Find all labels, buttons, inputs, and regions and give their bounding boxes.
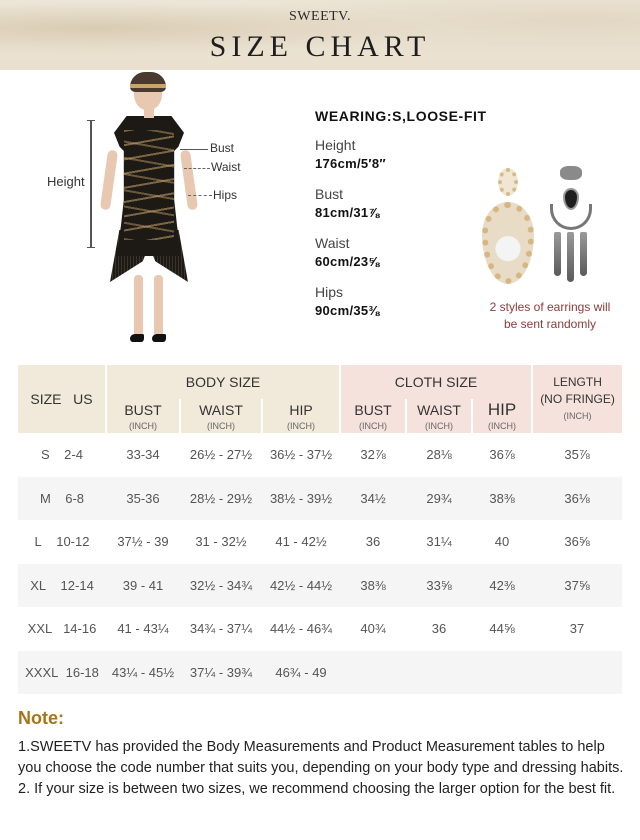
body-bust-cell: 37½ - 39 <box>117 534 169 550</box>
size-cell <box>18 477 106 521</box>
note-item-2: 2. If your size is between two sizes, we recommend choosing the larger option for the best fit. <box>18 781 616 797</box>
unit-label: (INCH) <box>129 421 157 431</box>
length-header-subtitle: (NO FRINGE) <box>540 391 615 406</box>
size-cell <box>18 564 106 608</box>
wearing-title: WEARING:S,LOOSE-FIT <box>315 108 487 124</box>
earring-note-line2: be sent randomly <box>503 317 597 331</box>
cloth-waist-cell: 28⅛ <box>426 447 452 463</box>
size-cell <box>18 520 106 564</box>
column-label: WAIST <box>199 402 243 418</box>
gold-earring-drop <box>482 202 534 284</box>
table-row <box>18 564 622 608</box>
body-hip-cell: 42½ - 44½ <box>262 564 340 608</box>
column-label: HIP <box>487 400 517 419</box>
unit-label: (INCH) <box>287 421 316 431</box>
size-chart-header <box>0 0 640 70</box>
unit-label: (INCH) <box>359 421 388 431</box>
model-shoe-left <box>130 334 144 342</box>
body-hip-cell: 46¾ - 49 <box>262 651 340 695</box>
model-hair <box>130 72 166 92</box>
size-table <box>18 365 622 694</box>
column-label: HIP <box>289 402 313 418</box>
silver-earring-tassel <box>580 232 587 276</box>
body-size-header: BODY SIZE <box>106 365 340 399</box>
dress-sequin-pattern <box>124 130 174 240</box>
cloth-waist-cell: 36 <box>431 621 447 637</box>
size-letter: M <box>39 490 51 506</box>
column-label: BUST <box>354 402 392 418</box>
length-cell: 37⅝ <box>532 564 622 608</box>
us-size: 16-18 <box>65 664 99 680</box>
cloth-waist-cell: 29¾ <box>406 477 472 521</box>
silver-earring-tassel <box>554 232 561 276</box>
us-size: 2-4 <box>64 447 83 463</box>
unit-label: (INCH) <box>207 421 235 431</box>
table-row <box>18 651 622 695</box>
body-waist-cell: 31 - 32½ <box>195 534 247 550</box>
model-shoe-right <box>152 334 166 342</box>
body-waist-cell: 26½ - 27½ <box>189 447 253 463</box>
body-hip-cell: 41 - 42½ <box>275 534 327 550</box>
length-header-title: LENGTH <box>553 374 602 389</box>
stat-waist-value: 60cm/23⅝ <box>315 254 380 269</box>
body-waist-cell: 32½ - 34¾ <box>180 564 262 608</box>
hips-line <box>188 195 212 196</box>
size-letter: XL <box>30 577 47 593</box>
cloth-bust-cell: 32⅞ <box>360 447 386 463</box>
cloth-bust-header <box>340 399 406 433</box>
cloth-waist-cell: 31¼ <box>426 534 452 550</box>
body-bust-cell: 41 - 43¼ <box>117 621 169 637</box>
cloth-hip-cell: 36⅞ <box>489 447 515 463</box>
gold-earring-image <box>478 168 538 288</box>
size-cell <box>18 433 106 477</box>
cloth-bust-cell: 34½ <box>340 477 406 521</box>
us-size: 6-8 <box>65 490 85 506</box>
gold-earring-stud <box>498 168 518 196</box>
body-hip-header <box>262 399 340 433</box>
size-us-header: SIZE US <box>18 365 106 433</box>
body-waist-cell: 37¼ - 39¾ <box>180 651 262 695</box>
cloth-waist-cell: 33⅝ <box>406 564 472 608</box>
note-body <box>18 737 630 800</box>
model-arm-right <box>180 150 198 211</box>
size-letter: L <box>34 534 42 550</box>
cloth-hip-cell: 44⅝ <box>489 621 515 637</box>
cloth-hip-cell: 40 <box>494 534 510 550</box>
column-label: WAIST <box>417 402 461 418</box>
earring-note <box>460 299 640 333</box>
unit-label: (INCH) <box>563 410 592 421</box>
cloth-waist-cell <box>406 651 472 695</box>
cloth-hip-cell <box>472 651 532 695</box>
bust-line <box>180 149 208 150</box>
cloth-hip-cell: 38⅜ <box>472 477 532 521</box>
size-letter: XXL <box>27 621 53 637</box>
waist-line <box>184 168 210 169</box>
cloth-hip-cell: 42⅜ <box>472 564 532 608</box>
unit-label: (INCH) <box>425 421 454 431</box>
stat-height-value: 176cm/5′8″ <box>315 156 386 171</box>
body-bust-cell: 39 - 41 <box>106 564 180 608</box>
size-letter: XXXL <box>25 664 59 680</box>
silver-earring-image <box>548 166 594 284</box>
model-figure <box>20 70 280 360</box>
page-title: SIZE CHART <box>209 30 431 63</box>
earring-note-line1: 2 styles of earrings will <box>489 300 611 314</box>
body-waist-header <box>180 399 262 433</box>
model-image <box>100 70 210 360</box>
stat-hips-label: Hips <box>315 284 344 300</box>
stat-hips-value: 90cm/35⅜ <box>315 303 380 318</box>
length-header <box>532 365 622 433</box>
silver-earring-tassel <box>567 232 574 282</box>
cloth-bust-cell: 40¾ <box>360 621 386 637</box>
model-arm-left <box>100 150 118 211</box>
body-bust-header <box>106 399 180 433</box>
brand-logo: SWEETV. <box>289 9 351 24</box>
length-cell: 36⅝ <box>564 534 590 550</box>
body-waist-cell: 34¾ - 37¼ <box>189 621 253 637</box>
size-letter: S <box>41 447 50 463</box>
waist-label: Waist <box>211 160 241 174</box>
us-size: 12-14 <box>60 577 94 593</box>
body-bust-cell: 35-36 <box>106 477 180 521</box>
note-item-1: 1.SWEETV has provided the Body Measurements and Product Measurement tables to help you choose the code number that suits you, depending on your body type and dressing habits. <box>18 739 624 776</box>
body-bust-cell: 43¼ - 45½ <box>106 651 180 695</box>
size-cell <box>18 607 106 651</box>
size-cell <box>18 651 106 695</box>
table-row <box>18 433 622 477</box>
model-leg-left <box>134 275 143 337</box>
cloth-bust-cell: 36 <box>365 534 381 550</box>
column-label: BUST <box>124 402 162 418</box>
table-row <box>18 607 622 651</box>
cloth-hip-header <box>472 399 532 433</box>
height-label: Height <box>47 174 85 189</box>
table-row <box>18 477 622 521</box>
unit-label: (INCH) <box>488 421 517 431</box>
cloth-bust-cell: 38⅜ <box>340 564 406 608</box>
body-bust-cell: 33-34 <box>126 447 160 463</box>
cloth-size-header: CLOTH SIZE <box>340 365 532 399</box>
model-headband <box>130 84 166 88</box>
cloth-bust-cell <box>340 651 406 695</box>
model-leg-right <box>154 275 163 337</box>
table-row <box>18 520 622 564</box>
stat-height-label: Height <box>315 137 356 153</box>
body-hip-cell: 36½ - 37½ <box>269 447 333 463</box>
us-size: 14-16 <box>63 621 97 637</box>
stat-waist-label: Waist <box>315 235 350 251</box>
hips-label: Hips <box>213 188 238 202</box>
length-cell: 36⅛ <box>532 477 622 521</box>
height-indicator-line <box>90 120 92 248</box>
cloth-waist-header <box>406 399 472 433</box>
length-cell: 35⅞ <box>564 447 590 463</box>
length-cell <box>532 651 622 695</box>
stat-bust-label: Bust <box>315 186 344 202</box>
stat-bust-value: 81cm/31⅞ <box>315 205 380 220</box>
bust-label: Bust <box>210 141 235 155</box>
body-hip-cell: 38½ - 39½ <box>262 477 340 521</box>
length-cell: 37 <box>569 621 585 637</box>
note-title: Note: <box>18 708 64 728</box>
silver-earring-stud <box>560 166 582 180</box>
body-hip-cell: 44½ - 46¾ <box>269 621 333 637</box>
body-waist-cell: 28½ - 29½ <box>180 477 262 521</box>
us-size: 10-12 <box>56 534 90 550</box>
